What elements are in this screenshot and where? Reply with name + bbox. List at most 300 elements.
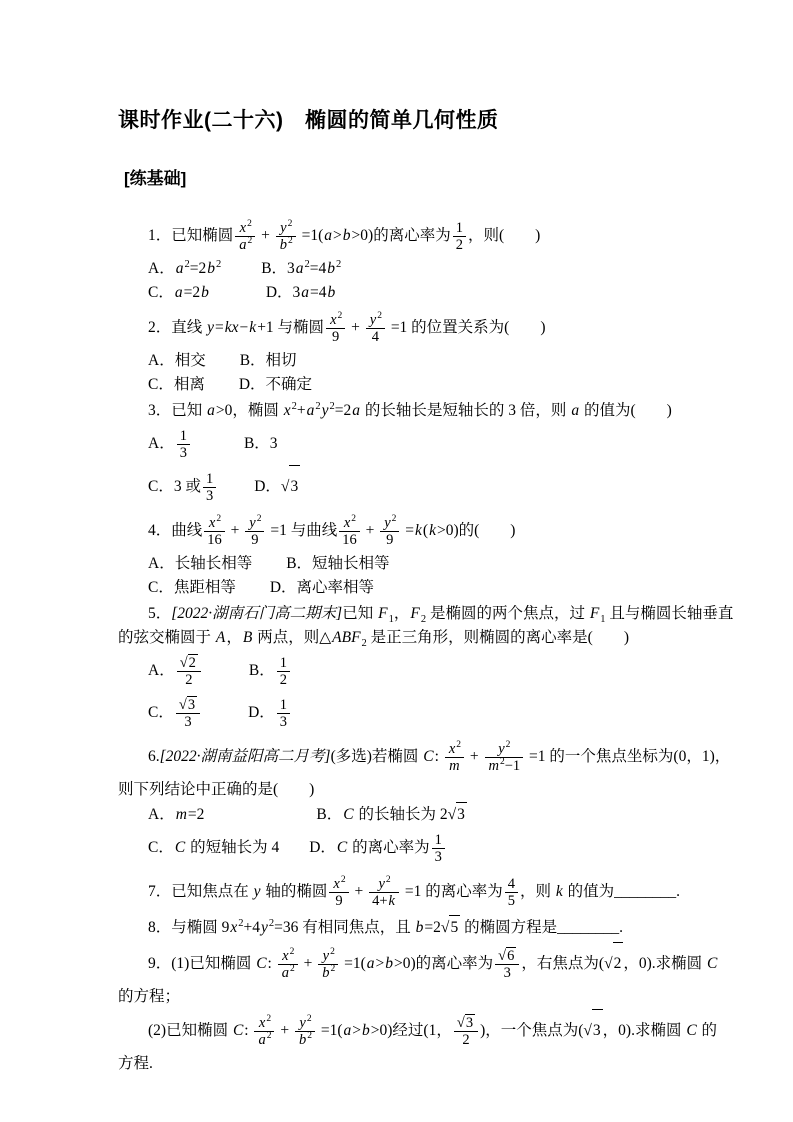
question-6-options-cd <box>118 827 697 869</box>
text-run: =2 <box>187 806 205 823</box>
text-run: + <box>347 319 364 336</box>
question-6-stem-line-2 <box>118 778 697 802</box>
text-run: 3 <box>290 478 299 495</box>
text-run: =1( <box>297 227 324 244</box>
math-fraction <box>295 1015 315 1048</box>
math-fraction <box>277 655 290 688</box>
math-variable: x <box>343 514 351 531</box>
spacer <box>218 490 254 491</box>
fraction-numerator <box>204 515 225 531</box>
superscript: 2 <box>266 1031 272 1042</box>
text-run: ( <box>422 522 429 539</box>
math-fraction <box>339 515 360 548</box>
fraction-denominator <box>235 236 255 253</box>
math-fraction <box>454 1014 478 1048</box>
text-run: C． <box>148 839 174 856</box>
question-1-options-cd <box>118 281 697 305</box>
math-variable: C <box>423 748 434 765</box>
math-variable: m <box>449 757 460 774</box>
superscript: 2 <box>247 236 253 247</box>
fraction-denominator <box>432 848 445 865</box>
question-9-part-2-line-1 <box>118 1009 718 1052</box>
math-variable: y <box>378 875 385 892</box>
text-run: A． <box>148 260 175 277</box>
math-fraction <box>245 515 264 548</box>
math-variable: C <box>707 955 718 972</box>
text-run: ，0).求椭圆 <box>623 955 706 972</box>
spacer <box>203 674 249 675</box>
text-run: B． <box>316 806 343 823</box>
math-variable: B <box>242 629 253 646</box>
text-run: >0，椭圆 <box>215 402 283 419</box>
fraction-denominator <box>454 1031 478 1048</box>
text-run: 已知 <box>342 605 378 622</box>
question-7-stem <box>118 871 697 913</box>
text-run: 是正三角形，则椭圆的离心率是( ) <box>366 629 629 646</box>
math-variable: x <box>208 514 216 531</box>
question-3-options-ab <box>118 423 697 465</box>
math-variable: y <box>253 883 261 900</box>
math-variable: a <box>343 1022 352 1039</box>
text-run: ，右焦点为( <box>521 955 605 972</box>
text-run: 1 <box>455 219 463 236</box>
math-variable: a <box>571 402 580 419</box>
text-run: 且与椭圆长轴垂直 <box>605 605 734 622</box>
fraction-denominator <box>505 892 518 909</box>
spacer <box>236 591 270 592</box>
math-fraction <box>203 471 216 504</box>
superscript: 2 <box>505 739 511 750</box>
text-run: =1 的一个焦点坐标为(0，1)， <box>525 748 731 765</box>
text-run: : <box>434 748 443 765</box>
math-fraction <box>495 947 519 981</box>
text-run: B．短轴长相等 <box>286 555 390 572</box>
text-run: : <box>244 1022 253 1039</box>
question-6-stem-line-1 <box>118 736 731 778</box>
fraction-numerator <box>505 876 518 892</box>
superscript: 2 <box>337 310 343 321</box>
fraction-numerator <box>277 697 290 713</box>
text-run: D．不确定 <box>238 376 313 393</box>
spacer <box>210 296 266 297</box>
text-run: + <box>350 883 368 900</box>
fraction-numerator <box>203 471 216 487</box>
fraction-denominator <box>177 671 201 688</box>
superscript: 2 <box>456 739 461 750</box>
fraction-denominator <box>380 531 399 548</box>
math-fraction <box>432 832 445 865</box>
text-run: D． <box>309 839 336 856</box>
fraction-numerator <box>177 654 201 671</box>
math-variable: x <box>283 402 291 419</box>
fraction-denominator <box>445 757 464 774</box>
superscript: 2 <box>391 513 397 524</box>
fraction-denominator <box>176 713 200 730</box>
math-variable: y <box>369 311 377 328</box>
superscript: 2 <box>289 946 295 957</box>
math-variable: y <box>498 740 505 757</box>
math-fraction <box>278 948 298 981</box>
math-sqrt <box>604 942 623 985</box>
text-run: 4．曲线 <box>148 522 203 539</box>
subscript: 1 <box>600 614 606 626</box>
math-variable: b <box>362 1022 370 1039</box>
superscript: 2 <box>351 513 357 524</box>
text-run: 1 <box>434 831 442 848</box>
text-run: 的值为( ) <box>580 402 672 419</box>
math-fraction <box>326 312 345 345</box>
superscript: 2 <box>289 964 295 975</box>
question-9-part-1-line-1 <box>118 942 718 985</box>
math-variable: a <box>301 284 310 301</box>
superscript: 2 <box>247 218 252 229</box>
radicand <box>506 947 516 964</box>
text-run: + <box>226 522 244 539</box>
text-run: 3 <box>187 697 196 714</box>
text-run: 5 <box>507 892 515 909</box>
superscript: 2 <box>304 258 310 270</box>
fraction-numerator <box>245 515 264 531</box>
text-run: 则下列结论中正确的是( ) <box>118 781 315 798</box>
text-run: = <box>215 319 224 336</box>
text-run: = <box>401 522 415 539</box>
math-variable: b <box>385 955 394 972</box>
text-run: +1 与椭圆 <box>257 319 325 336</box>
text-run: 方程. <box>118 1055 153 1072</box>
text-run: =1( <box>340 955 366 972</box>
subscript: 1 <box>388 614 394 626</box>
math-variable: k <box>388 892 395 909</box>
math-variable: F <box>410 605 420 622</box>
superscript: 2 <box>315 400 321 412</box>
superscript: 2 <box>385 874 391 885</box>
question-6-options-ab <box>118 802 697 827</box>
math-sqrt <box>441 915 460 940</box>
superscript: 2 <box>216 513 222 524</box>
question-4-options-cd <box>118 576 697 600</box>
question-1-stem <box>118 215 697 257</box>
text-run: =1 的离心率为 <box>400 883 503 900</box>
math-variable: k <box>555 883 563 900</box>
text-run: 1 <box>205 470 214 487</box>
math-fraction <box>445 741 464 774</box>
math-variable: ABF <box>332 629 361 646</box>
text-run: =4 <box>310 284 327 301</box>
text-run: 7．已知焦点在 <box>148 883 253 900</box>
superscript: 2 <box>215 258 222 270</box>
text-run: 的 <box>697 1022 718 1039</box>
math-variable: x <box>258 1014 266 1031</box>
text-run: 8．与椭圆 9 <box>148 919 230 936</box>
math-fraction <box>177 654 201 688</box>
superscript: 2 <box>291 400 297 412</box>
question-5-options-cd <box>118 692 697 734</box>
math-variable: C <box>343 806 354 823</box>
text-run: 的方程； <box>118 988 181 1005</box>
text-run: 2 <box>185 672 193 689</box>
text-run: 3 <box>205 487 214 504</box>
fraction-denominator <box>295 1031 315 1048</box>
text-run: 9 <box>335 892 343 909</box>
text-run: 2 <box>455 236 463 253</box>
math-fraction <box>329 876 348 909</box>
math-variable: a <box>239 236 247 253</box>
fraction-numerator <box>445 741 464 757</box>
page-title: 课时作业(二十六) 椭圆的简单几何性质 <box>118 109 499 132</box>
superscript: 2 <box>330 964 336 975</box>
text-run: >0)的离心率为 <box>351 227 451 244</box>
math-fraction <box>176 696 200 730</box>
fraction-denominator <box>453 236 466 253</box>
text-run: (2)已知椭圆 <box>148 1022 232 1039</box>
text-run: 5． <box>148 605 172 622</box>
radicand <box>592 1009 603 1052</box>
math-sqrt <box>179 696 197 713</box>
math-variable: C <box>686 1022 697 1039</box>
radical-sign: √ <box>583 1022 592 1039</box>
radicand <box>613 942 624 985</box>
math-variable: y <box>280 219 287 236</box>
question-2-options-ab <box>118 349 697 373</box>
superscript: 2 <box>330 946 335 957</box>
text-run: C．3 或 <box>148 478 201 495</box>
math-variable: y <box>321 402 329 419</box>
spacer <box>192 447 244 448</box>
text-run: C．相离 <box>148 376 205 393</box>
spacer <box>252 567 286 568</box>
fraction-numerator <box>329 876 348 892</box>
math-variable: x <box>282 947 289 964</box>
text-run: +4 <box>243 919 261 936</box>
spacer <box>204 818 316 819</box>
fraction-denominator <box>485 757 524 774</box>
fraction-numerator <box>278 948 298 964</box>
math-variable: a <box>366 955 375 972</box>
text-run: 9．(1)已知椭圆 <box>148 955 256 972</box>
text-run: B． <box>248 662 275 679</box>
text-run: =4 <box>309 260 327 277</box>
text-run: >0)的( ) <box>436 522 516 539</box>
superscript: 2 <box>377 310 382 321</box>
math-variable: b <box>327 260 336 277</box>
text-run: 2 <box>279 671 288 688</box>
text-run: 1 <box>279 654 288 671</box>
text-run: > <box>352 1022 362 1039</box>
text-run: D． <box>248 704 275 721</box>
math-sqrt <box>281 465 300 508</box>
text-run: 两点，则△ <box>253 629 332 646</box>
radicand <box>188 654 198 671</box>
math-variable: kx <box>224 319 239 336</box>
math-variable: a <box>352 402 361 419</box>
text-run: 3 <box>434 848 442 865</box>
text-run: B．3 <box>261 260 295 277</box>
superscript: 2 <box>238 917 244 929</box>
radicand <box>449 915 460 940</box>
text-run: C．焦距相等 <box>148 579 236 596</box>
text-run: 4 <box>371 328 379 345</box>
fraction-numerator <box>380 515 399 531</box>
math-fraction <box>505 876 518 909</box>
fraction-numerator <box>235 220 255 236</box>
radicand <box>456 802 467 827</box>
text-run: 5 <box>450 919 459 936</box>
question-9-part-2-line-2 <box>118 1052 697 1076</box>
superscript: 2 <box>287 218 293 229</box>
source-tag: [2022·湖南石门高二期末] <box>171 605 343 622</box>
text-run: A．长轴长相等 <box>148 555 253 572</box>
fraction-numerator <box>495 947 519 964</box>
text-run: =2 <box>334 402 352 419</box>
math-variable: k <box>249 319 257 336</box>
text-run: >0)经过(1， <box>370 1022 452 1039</box>
math-variable: y <box>322 947 330 964</box>
text-run: =1 的位置关系为( ) <box>386 319 546 336</box>
superscript: 2 <box>329 400 335 412</box>
section-heading: [练基础] <box>124 169 187 188</box>
text-run: A．相交 <box>148 352 206 369</box>
spacer <box>279 851 309 852</box>
radical-sign: √ <box>447 806 457 823</box>
fraction-numerator <box>454 1014 478 1031</box>
math-variable: A <box>215 629 226 646</box>
math-variable: y <box>384 514 391 531</box>
math-variable: m <box>175 806 187 823</box>
math-variable: y <box>249 514 256 531</box>
text-run: 1．已知椭圆 <box>148 227 234 244</box>
fraction-denominator <box>203 487 216 504</box>
question-2-options-cd <box>118 373 697 397</box>
radical-sign: √ <box>280 478 290 495</box>
math-fraction <box>485 741 524 774</box>
math-variable: C <box>174 839 186 856</box>
text-run: + <box>361 522 379 539</box>
math-variable: F <box>589 605 600 622</box>
superscript: 2 <box>336 258 342 270</box>
fraction-denominator <box>318 964 338 981</box>
math-sqrt <box>448 802 467 827</box>
text-run: − <box>239 319 249 336</box>
text-run: A． <box>148 435 175 452</box>
text-run: 16 <box>207 531 222 548</box>
fraction-numerator <box>254 1015 274 1031</box>
text-run: A． <box>148 806 175 823</box>
superscript: 2 <box>499 757 505 768</box>
fraction-denominator <box>339 531 360 548</box>
text-run: 3 <box>279 713 288 730</box>
fraction-numerator <box>369 876 399 892</box>
math-variable: b <box>201 284 209 301</box>
text-run: −1 <box>504 757 521 774</box>
fraction-denominator <box>254 1031 274 1048</box>
math-fraction <box>235 220 255 253</box>
math-variable: y <box>207 319 215 336</box>
math-fraction <box>277 697 290 730</box>
superscript: 2 <box>184 258 190 270</box>
math-fraction <box>318 948 338 981</box>
fraction-denominator <box>326 328 345 345</box>
text-run: ，则( ) <box>467 227 541 244</box>
fraction-numerator <box>339 515 360 531</box>
text-run: 3 <box>503 965 511 982</box>
fraction-numerator <box>176 696 200 713</box>
math-variable: b <box>279 236 288 253</box>
math-variable: C <box>232 1022 244 1039</box>
text-run: 3 <box>457 806 465 823</box>
math-variable: b <box>322 964 330 981</box>
source-tag: [2022·湖南益阳高二月考] <box>159 748 331 765</box>
text-run: 3 <box>592 1022 601 1039</box>
superscript: 2 <box>266 1013 272 1024</box>
text-run: =2 <box>189 260 207 277</box>
spacer <box>202 716 248 717</box>
fraction-denominator <box>369 892 399 909</box>
spacer <box>221 272 261 273</box>
subscript: 2 <box>361 638 367 650</box>
radicand <box>465 1014 475 1031</box>
question-4-stem <box>118 510 697 552</box>
text-run: ， <box>393 605 410 622</box>
math-variable: k <box>429 522 436 539</box>
math-variable: a <box>295 260 304 277</box>
fraction-numerator <box>326 312 345 328</box>
radical-sign: √ <box>498 948 507 965</box>
text-run: A． <box>148 662 175 679</box>
math-fraction <box>254 1015 274 1048</box>
fraction-numerator <box>432 832 445 848</box>
text-run: >0)的离心率为 <box>394 955 494 972</box>
spacer <box>205 388 239 389</box>
math-variable: y <box>261 919 268 936</box>
math-variable: C <box>336 839 348 856</box>
question-8-stem <box>118 915 697 940</box>
fraction-numerator <box>295 1015 315 1031</box>
text-run: =1( <box>316 1022 343 1039</box>
fraction-denominator <box>329 892 348 909</box>
math-sqrt <box>583 1009 602 1052</box>
fraction-denominator <box>278 964 298 981</box>
math-variable: m <box>488 757 499 774</box>
math-variable: x <box>333 875 340 892</box>
math-fraction <box>366 312 385 345</box>
math-variable: a <box>174 284 183 301</box>
radical-sign: √ <box>456 1015 465 1032</box>
superscript: 2 <box>340 874 346 885</box>
fraction-denominator <box>277 671 290 688</box>
text-run: D．离心率相等 <box>269 579 375 596</box>
math-variable: C <box>256 955 267 972</box>
text-run: =1 与曲线 <box>266 522 338 539</box>
question-3-stem <box>118 399 697 423</box>
text-run: (多选)若椭圆 <box>330 748 423 765</box>
text-run: 的离心率为 <box>348 839 430 856</box>
text-run: 的值为________. <box>563 883 681 900</box>
fraction-denominator <box>366 328 385 345</box>
text-run: ，0).求椭圆 <box>602 1022 686 1039</box>
math-variable: a <box>258 1031 266 1048</box>
text-run: + <box>299 955 317 972</box>
text-run: > <box>375 955 385 972</box>
math-variable: k <box>415 522 422 539</box>
text-run: =36 有相同焦点，且 <box>274 919 415 936</box>
text-run: + <box>296 402 306 419</box>
math-variable: x <box>239 219 247 236</box>
text-run: 6. <box>148 748 160 765</box>
text-run: =2 <box>424 919 441 936</box>
text-run: : <box>267 955 276 972</box>
math-variable: b <box>342 227 351 244</box>
fraction-numerator <box>485 741 524 757</box>
